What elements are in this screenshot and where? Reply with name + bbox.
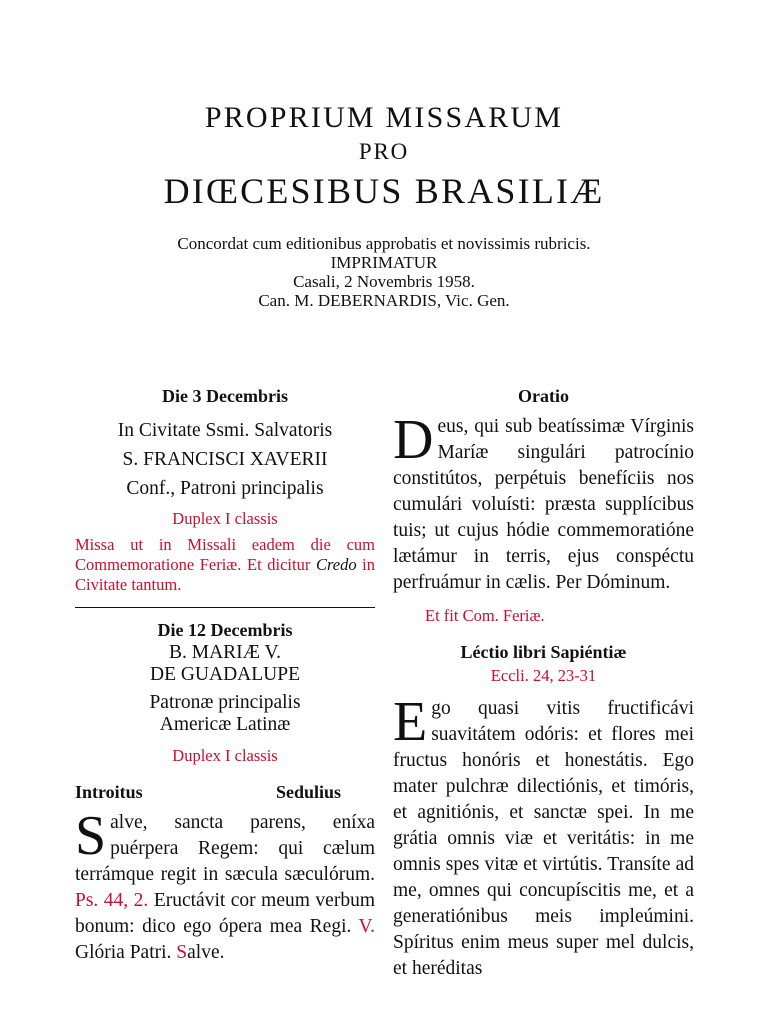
title-block xyxy=(0,98,768,310)
right-column xyxy=(393,384,694,982)
introit-dropcap: S xyxy=(75,805,107,867)
feast1-date: Die 3 Decembris xyxy=(162,386,288,406)
approval-line-4: Can. M. DEBERNARDIS, Vic. Gen. xyxy=(258,291,510,310)
oratio-label: Oratio xyxy=(518,386,569,406)
oratio-dropcap: D xyxy=(393,409,434,471)
feast2-saint-1: B. MARIÆ V. xyxy=(169,642,281,663)
versicle-mark: V. xyxy=(358,916,375,937)
feast1-place: In Civitate Ssmi. Salvatoris xyxy=(117,420,333,441)
feast2-saint-2: DE GUADALUPE xyxy=(149,664,301,685)
feast1-saint: S. FRANCISCI XAVERII xyxy=(122,449,328,470)
oratio-rubric: Et fit Com. Feriæ. xyxy=(425,606,545,625)
oratio-text: Deus, qui sub beatíssimæ Vírginis Maríæ singulári patrocínio constitútos, perpétuis benefíciis nos cumulári voluísti: præsta supplícibus tuis; ut cujus hódie commemoratióne lætámur in terris, ejus conspéctu perfruámur in cælis. Per Dóminum. xyxy=(393,409,694,593)
lectio-ref: Eccli. 24, 23-31 xyxy=(490,666,597,685)
feast1-rubric: Missa ut in Missali eadem die cum Commemoratione Feriæ. Et dicitur Credo in Civitate tantum. xyxy=(75,535,375,594)
lectio-text: Ego quasi vitis fructificávi suavitátem odóris: et flores mei fructus honóris et honestátis. Ego mater pulchræ dilectiónis, et timóris, et agnitiónis, et sanctæ spei. In me grátia omnis viæ et veritátis: in me omnis spes vitæ et virtútis. Transíte ad me, omnes qui concupíscitis me, et a generatiónibus meis impleúmini. Spíritus enim meus super mel dulcis, et heréditas xyxy=(393,691,694,979)
credo-word: Credo xyxy=(315,555,357,574)
title-line-1: PROPRIUM MISSARUM xyxy=(204,101,564,134)
section-divider xyxy=(75,607,375,608)
psalm-ref: Ps. 44, 2. xyxy=(75,890,149,911)
feast2-rank: Duplex I classis xyxy=(172,746,278,765)
repeat-initial: S xyxy=(176,942,188,963)
introit-author: Sedulius xyxy=(275,782,341,802)
introit-label: Introitus xyxy=(75,782,143,802)
approval-block xyxy=(0,234,768,310)
lectio-label: Léctio libri Sapiéntiæ xyxy=(460,642,627,662)
title-line-3: DIŒCESIBUS BRASILIÆ xyxy=(163,171,605,211)
feast1-title: Conf., Patroni principalis xyxy=(126,478,324,499)
introit-heading xyxy=(75,780,375,804)
title-line-2: PRO xyxy=(358,139,410,164)
approval-line-1: Concordat cum editionibus approbatis et novissimis rubricis. xyxy=(177,234,591,253)
feast1-rank: Duplex I classis xyxy=(172,509,278,528)
approval-line-3: Casali, 2 Novembris 1958. xyxy=(293,272,475,291)
lectio-dropcap: E xyxy=(393,691,428,753)
feast2-date: Die 12 Decembris xyxy=(157,620,293,640)
feast2-title-1: Patronæ principalis xyxy=(149,692,301,713)
approval-line-2: IMPRIMATUR xyxy=(330,253,438,272)
feast2-title-2: Americæ Latinæ xyxy=(159,714,291,735)
introit-text: Salve, sancta parens, eníxa puérpera Regem: qui cælum terrámque regit in sæcula sæculórum. Ps. 44, 2. Eructávit cor meum verbum bonum: dico ego ópera mea Regi. V. Glória Patri. Salve. xyxy=(75,805,375,963)
left-column xyxy=(75,384,375,966)
